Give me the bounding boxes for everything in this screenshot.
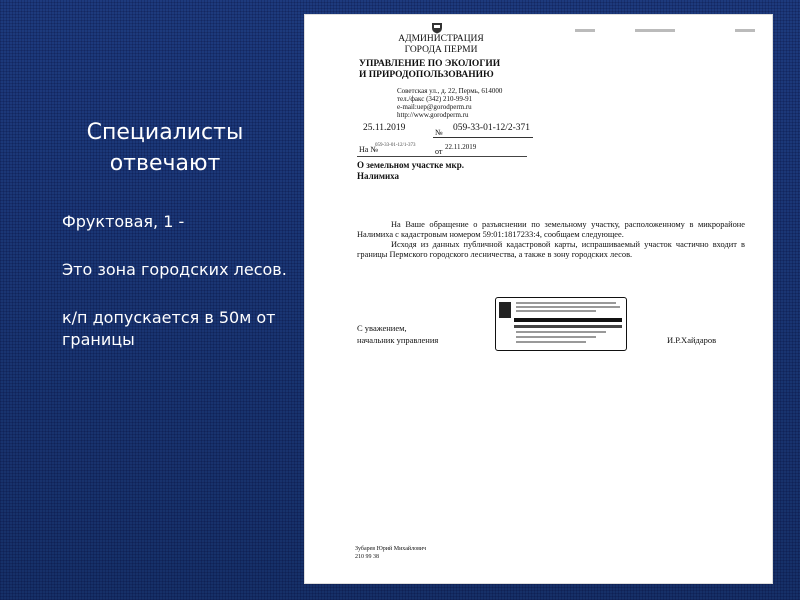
slide-bullets	[62, 211, 292, 377]
department-name	[359, 59, 500, 81]
executor-name: Зубарев Юрий Михайлович	[355, 546, 427, 552]
department-line-1: УПРАВЛЕНИЕ ПО ЭКОЛОГИИ	[359, 59, 501, 69]
stamp-header-bar	[514, 318, 622, 322]
signer-name: И.Р.Хайдаров	[667, 335, 717, 345]
closing-regards: С уважением,	[357, 323, 407, 333]
scan-artifact	[735, 29, 755, 32]
coat-of-arms-icon	[430, 22, 444, 34]
stamp-text-line	[516, 331, 606, 333]
scan-artifact	[635, 29, 675, 32]
executor-phone: 210 99 38	[355, 554, 379, 560]
contact-block	[397, 87, 502, 119]
org-header	[393, 34, 489, 56]
stamp-text-line	[516, 341, 586, 343]
divider	[357, 156, 527, 157]
letter-body	[357, 220, 745, 260]
outgoing-number: 059-33-01-12/2-371	[453, 123, 531, 133]
scan-artifact	[575, 29, 595, 32]
slide-title: Специалисты отвечают	[86, 120, 244, 176]
bullet-distance: к/п допускается в 50м от границы	[62, 308, 276, 349]
stamp-text-line	[516, 306, 620, 308]
org-city: ГОРОДА ПЕРМИ	[404, 45, 478, 55]
subject-line-1: О земельном участке мкр.	[357, 160, 464, 170]
letter-scan	[305, 15, 772, 583]
closing-position: начальник управления	[357, 335, 439, 345]
incoming-number: 059-33-01-12/1-373	[375, 143, 416, 148]
outgoing-date: 25.11.2019	[363, 123, 406, 133]
digital-signature-stamp-icon	[495, 297, 627, 351]
org-name: АДМИНИСТРАЦИЯ	[398, 34, 484, 44]
bullet-zone: Это зона городских лесов.	[62, 260, 287, 279]
divider	[433, 137, 533, 138]
email: e-mail:uep@gorodperm.ru	[397, 103, 472, 111]
incoming-date-label: от	[435, 147, 443, 156]
incoming-label: На №	[359, 145, 378, 154]
body-paragraph: Исходя из данных публичной кадастровой карты, испрашиваемый участок частично входит в границы Пермского городского лесничества, а также в зону городских лесов.	[357, 240, 745, 259]
stamp-text-line	[514, 325, 622, 328]
subject-line-2: Налимиха	[357, 171, 400, 181]
department-line-2: И ПРИРОДОПОЛЬЗОВАНИЮ	[359, 70, 494, 80]
body-paragraph: На Ваше обращение о разъяснении по земельному участку, расположенному в микрорайоне Налимиха с кадастровым номером 59:01:1817233:4, сообщаем следующее.	[357, 220, 745, 239]
stamp-text-line	[516, 310, 596, 312]
phone: тел./факс (342) 210-99-91	[397, 95, 473, 103]
letter-subject	[357, 160, 507, 182]
executor-info	[355, 545, 426, 561]
website: http://www.gorodperm.ru	[397, 111, 469, 119]
stamp-logo-icon	[499, 302, 511, 318]
address: Советская ул., д. 22, Пермь, 614000	[397, 87, 503, 95]
stamp-text-line	[516, 336, 596, 338]
outgoing-number-label: №	[435, 128, 443, 137]
stamp-text-line	[516, 302, 616, 304]
incoming-date: 22.11.2019	[445, 143, 477, 151]
bullet-address: Фруктовая, 1 -	[62, 212, 185, 231]
